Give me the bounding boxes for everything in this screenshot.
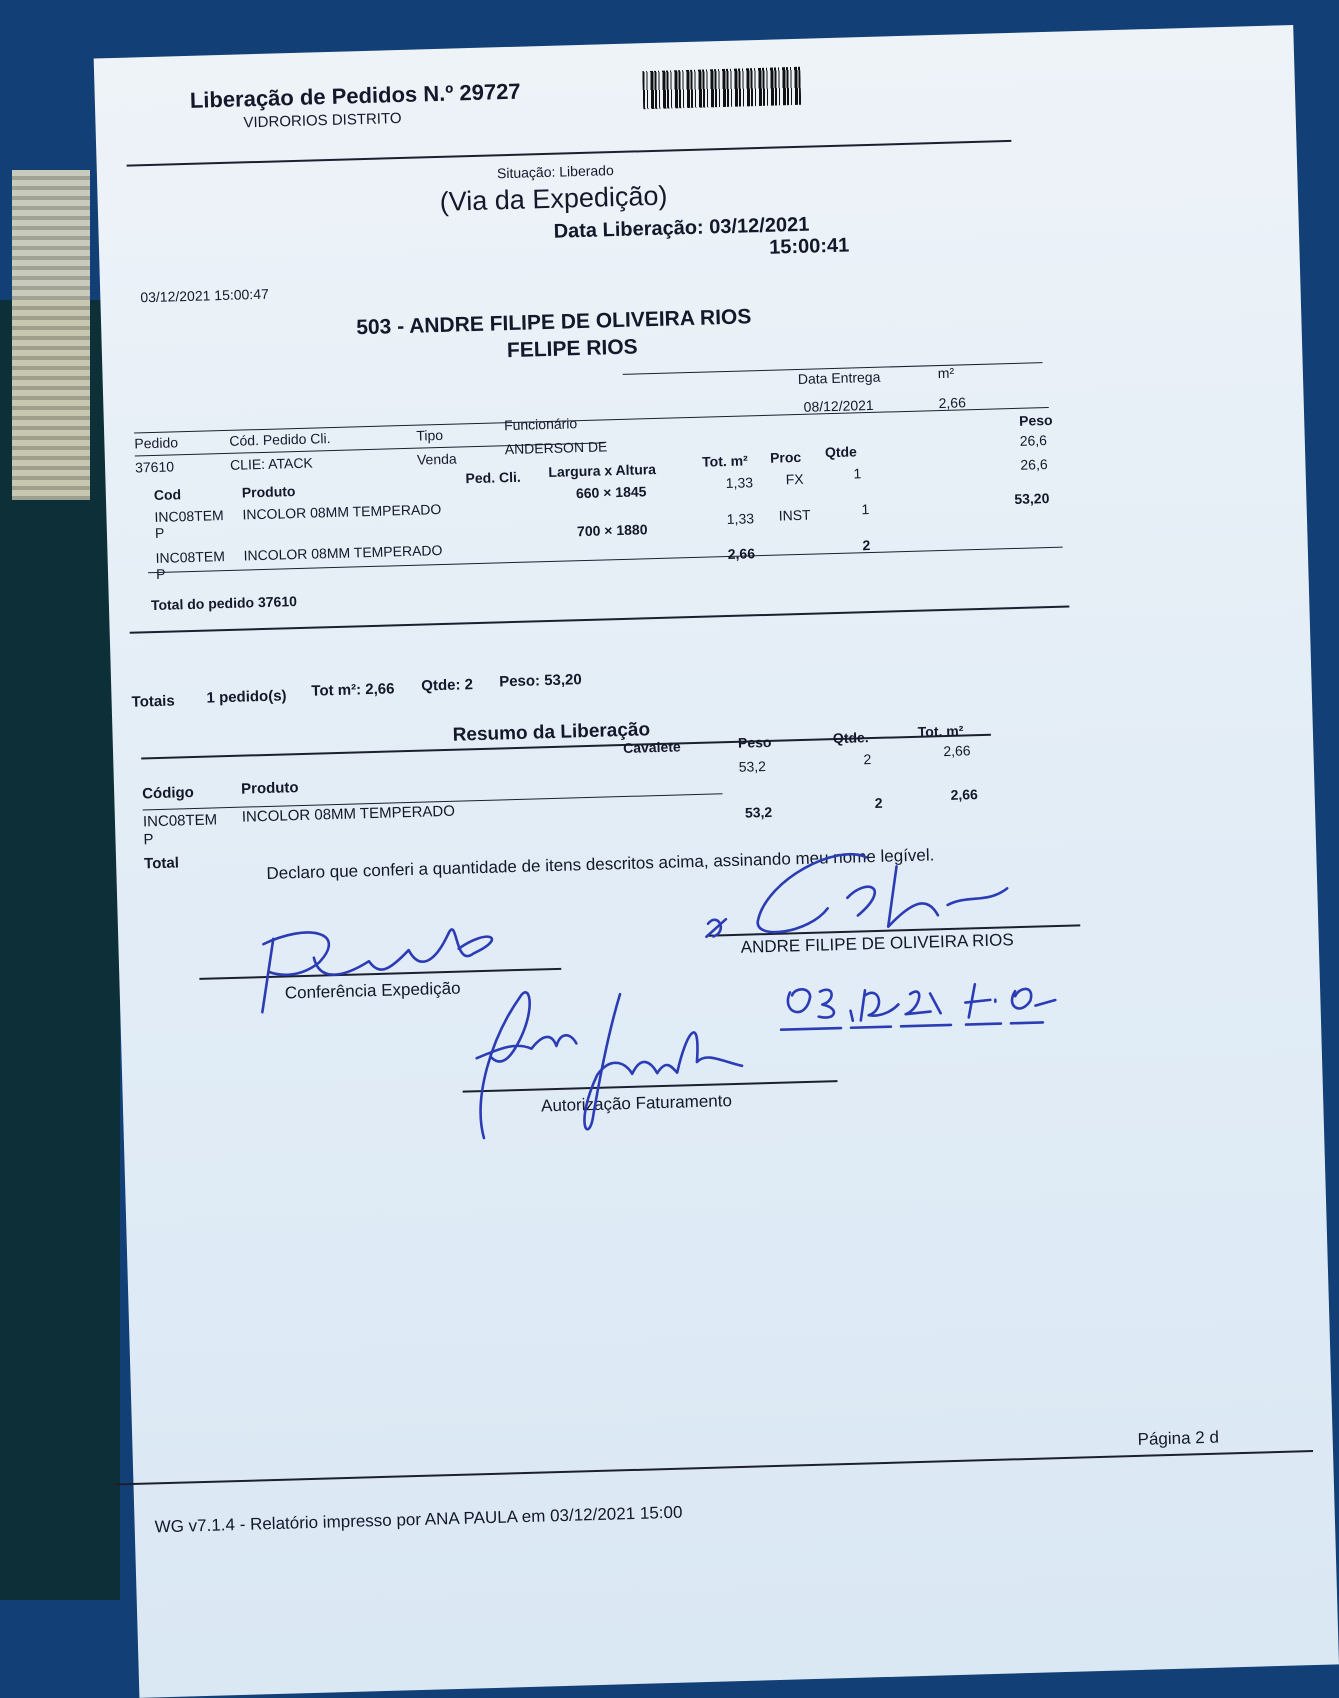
col-pedido: Pedido [134,434,179,452]
status-text: Situação: Liberado [496,162,614,182]
col-cavalete: Cavalete [622,738,681,757]
document-page [94,25,1339,1698]
item-dims: 660 × 1845 [575,483,647,502]
subtotal-m2: 2,66 [727,545,756,563]
item-qtde: 1 [861,501,870,518]
resumo-total-qtde: 2 [874,794,883,812]
item-peso: 26,6 [1020,456,1048,473]
resumo-total-peso: 53,2 [744,803,773,821]
via-label: (Via da Expedição) [439,180,668,217]
order-total-label: Total do pedido 37610 [150,593,298,614]
col-data-entrega: Data Entrega [797,368,881,387]
resumo-codigo: INC08TEM [142,811,218,831]
signature-date [780,969,1102,1038]
col-largura-altura: Largura x Altura [548,460,657,480]
pedido-value: 37610 [134,458,175,476]
item-cod-wrap: P [154,524,165,541]
client-nickname: FELIPE RIOS [506,335,638,363]
conferencia-label: Conferência Expedição [284,978,461,1003]
totals-label: Totais [131,692,175,711]
client-signature-name: ANDRE FILIPE DE OLIVEIRA RIOS [740,930,1014,957]
page-number: Página 2 d [1137,1427,1220,1449]
col-produto: Produto [241,483,296,501]
item-cod: INC08TEM [155,548,226,566]
footer-divider [113,1450,1313,1486]
table-rule [134,407,1049,434]
document-title: Liberação de Pedidos N.º 29727 [189,78,521,113]
col-m2: m² [937,364,955,382]
totals-pedidos: 1 pedido(s) [206,687,287,707]
resumo-title: Resumo da Liberação [452,719,651,746]
col-resumo-peso: Peso [737,733,772,751]
m2-value: 2,66 [938,394,967,412]
print-footer: WG v7.1.4 - Relatório impresso por ANA PAULA em 03/12/2021 15:00 [154,1502,683,1537]
company-name: VIDRORIOS DISTRITO [243,109,402,132]
totals-peso: Peso: 53,20 [498,671,582,691]
item-cod-wrap: P [155,565,166,582]
col-resumo-produto: Produto [240,779,299,798]
peso-value: 26,6 [1019,432,1048,449]
item-cod: INC08TEM [154,507,224,526]
background-window [12,170,90,500]
resumo-total-label: Total [143,854,180,873]
item-produto: INCOLOR 08MM TEMPERADO [243,541,443,564]
col-funcionario: Funcionário [503,415,578,434]
col-proc: Proc [769,448,802,466]
resumo-produto: INCOLOR 08MM TEMPERADO [241,802,456,826]
item-qtde: 1 [853,465,862,482]
barcode [642,67,801,109]
resumo-codigo-wrap: P [143,831,154,849]
release-date: Data Liberação: 03/12/2021 [553,213,810,243]
data-entrega-value: 08/12/2021 [803,396,874,415]
totals-qtde: Qtde: 2 [421,676,474,695]
col-qtde: Qtde [824,443,858,461]
print-timestamp: 03/12/2021 15:00:47 [140,285,269,306]
col-peso: Peso [1018,411,1053,429]
release-time: 15:00:41 [768,234,850,259]
item-peso: 53,20 [1014,490,1050,507]
col-cod-pedido-cli: Cód. Pedido Cli. [229,430,331,449]
client-name: 503 - ANDRE FILIPE DE OLIVEIRA RIOS [355,305,752,340]
resumo-qtde: 2 [863,751,872,768]
item-tot-m2: 1,33 [725,474,754,492]
col-resumo-tot-m2: Tot. m² [917,722,964,740]
cod-pedido-cli-value: CLIE: ATACK [229,454,313,473]
col-ped-cli: Ped. Cli. [465,468,521,487]
col-tot-m2: Tot. m² [701,452,748,470]
totals-m2: Tot m²: 2,66 [311,680,395,700]
resumo-tot-m2: 2,66 [943,742,971,760]
item-produto: INCOLOR 08MM TEMPERADO [242,500,442,523]
funcionario-value: ANDERSON DE [504,438,608,458]
resumo-peso: 53,2 [738,758,767,775]
item-proc: INST [778,506,811,524]
col-codigo: Código [141,784,195,803]
signature-andre [696,832,1059,952]
col-tipo: Tipo [416,426,444,444]
item-tot-m2: 1,33 [726,510,755,528]
tipo-value: Venda [416,450,457,468]
col-cod: Cod [153,486,182,504]
col-resumo-qtde: Qtde. [832,729,869,747]
declaration-text: Declaro que conferi a quantidade de itens descritos acima, assinando meu nome legível. [266,845,935,884]
item-dims: 700 × 1880 [576,521,648,540]
autorizacao-label: Autorização Faturamento [540,1091,733,1116]
resumo-total-tot-m2: 2,66 [950,786,979,803]
item-proc: FX [785,470,804,488]
subtotal-qtde: 2 [862,537,871,554]
signature-ana-paula [459,971,754,1149]
